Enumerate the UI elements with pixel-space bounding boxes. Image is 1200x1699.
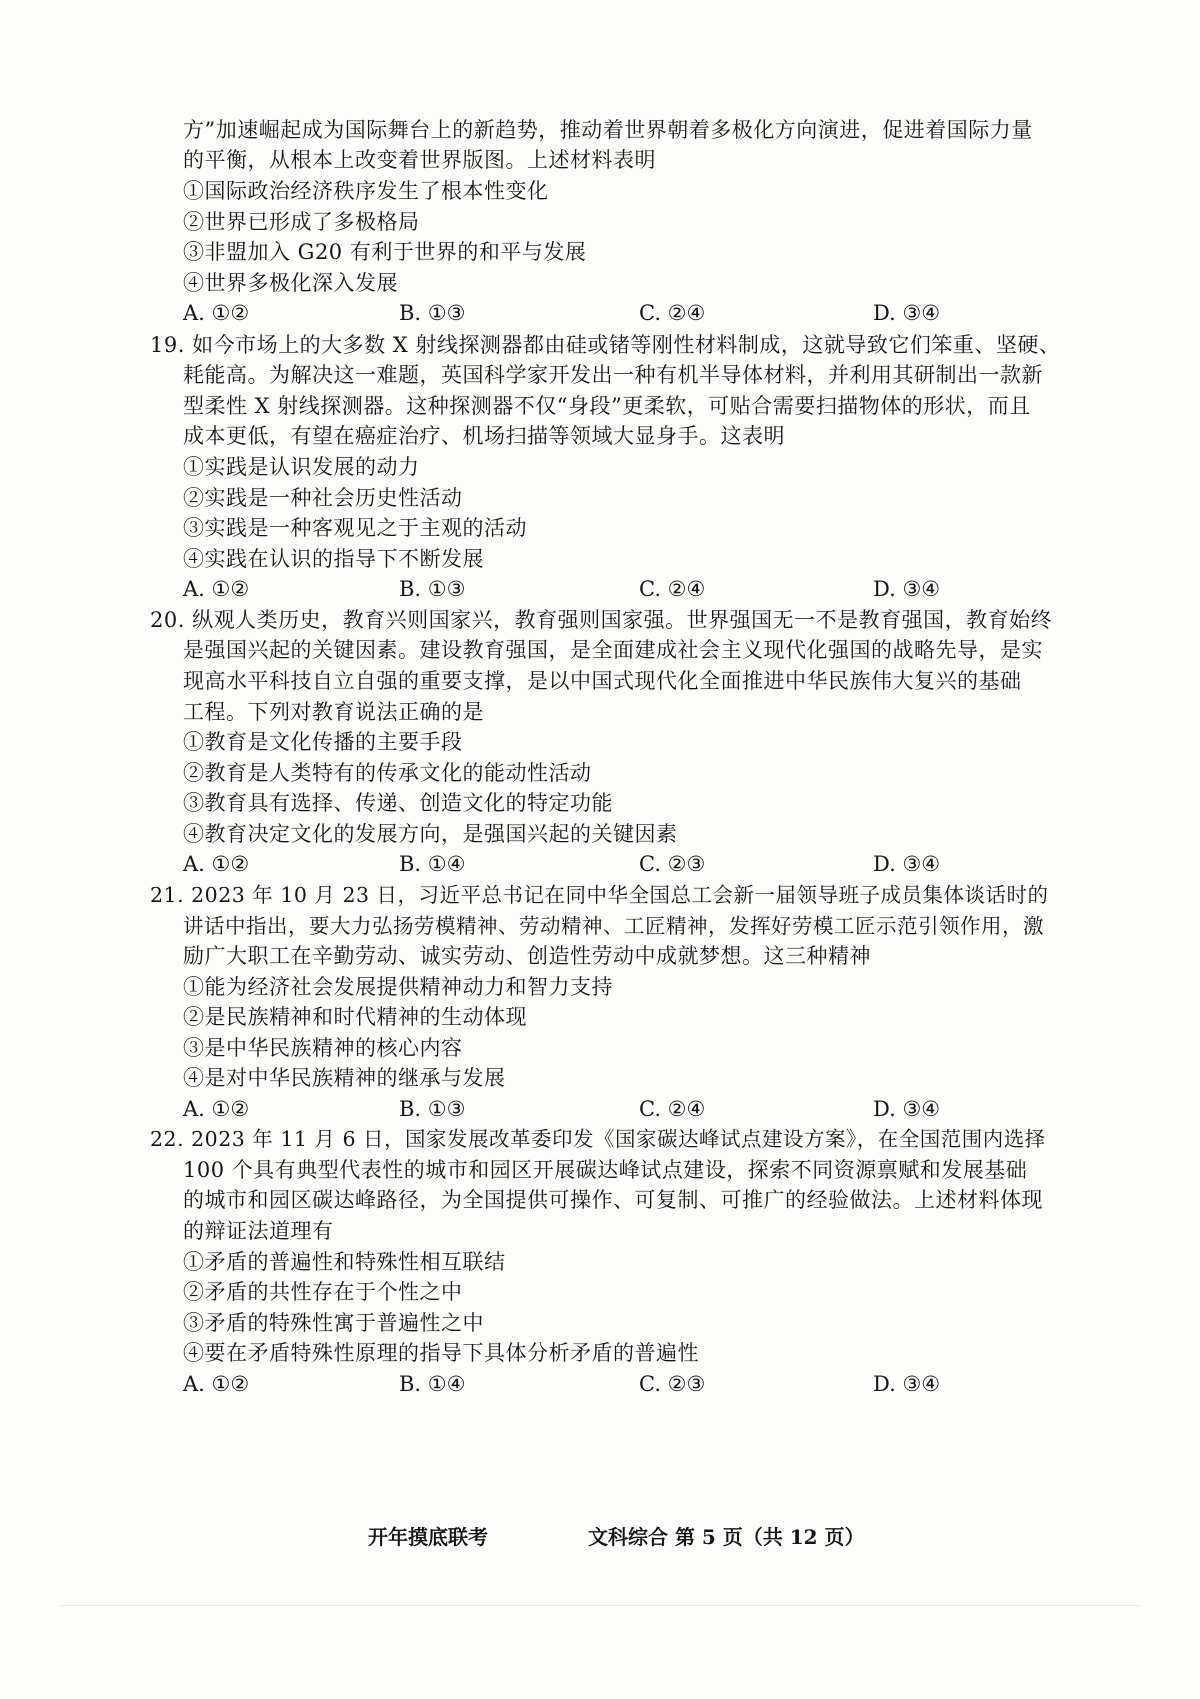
question-text-line: 耗能高。为解决这一难题，英国科学家开发出一种有机半导体材料，并利用其研制出一款新: [183, 363, 1043, 387]
option-d: D. ③④: [873, 577, 941, 601]
page-footer: [0, 1522, 1200, 1552]
question-text-line: 讲话中指出，要大力弘扬劳模精神、劳动精神、工匠精神，发挥好劳模工匠示范引领作用，激: [183, 914, 1044, 938]
statement-4: ④实践在认识的指导下不断发展: [183, 547, 484, 571]
statement-3: ③矛盾的特殊性寓于普遍性之中: [183, 1311, 484, 1335]
statement-2: ②是民族精神和时代精神的生动体现: [183, 1005, 527, 1029]
statement-3: ③非盟加入 G20 有利于世界的和平与发展: [183, 240, 587, 264]
statement-3: ③教育具有选择、传递、创造文化的特定功能: [183, 791, 613, 815]
page-number: 文科综合 第 5 页（共 12 页）: [588, 1525, 865, 1549]
option-c: C. ②④: [639, 577, 706, 601]
option-d: D. ③④: [873, 1097, 941, 1121]
question-text-line: 22. 2023 年 11 月 6 日，国家发展改革委印发《国家碳达峰试点建设方案》，在全国范围内选择: [150, 1127, 1046, 1151]
statement-3: ③是中华民族精神的核心内容: [183, 1036, 463, 1060]
question-text-line: 成本更低，有望在癌症治疗、机场扫描等领域大显身手。这表明: [183, 424, 785, 448]
option-b: B. ①④: [399, 852, 466, 876]
option-d: D. ③④: [873, 852, 941, 876]
option-c: C. ②④: [639, 1097, 706, 1121]
statement-1: ①实践是认识发展的动力: [183, 455, 420, 479]
question-text-line: 20. 纵观人类历史，教育兴则国家兴，教育强则国家强。世界强国无一不是教育强国，教育始终: [150, 608, 1053, 632]
question-text-line: 的城市和园区碳达峰路径，为全国提供可操作、可复制、可推广的经验做法。上述材料体现: [183, 1188, 1043, 1212]
statement-1: ①能为经济社会发展提供精神动力和智力支持: [183, 975, 613, 999]
statement-2: ②世界已形成了多极格局: [183, 210, 420, 234]
question-text-line: 的平衡，从根本上改变着世界版图。上述材料表明: [183, 148, 656, 172]
question-text-line: 工程。下列对教育说法正确的是: [183, 700, 484, 724]
answer-options: [183, 849, 963, 879]
option-b: B. ①③: [399, 301, 466, 325]
question-text-line: 100 个具有典型代表性的城市和园区开展碳达峰试点建设，探索不同资源禀赋和发展基础: [183, 1158, 1028, 1182]
question-text-line: 现高水平科技自立自强的重要支撑，是以中国式现代化全面推进中华民族伟大复兴的基础: [183, 669, 1022, 693]
question-text-line: 21. 2023 年 10 月 23 日，习近平总书记在同中华全国总工会新一届领导班子成员集体谈话时的: [150, 883, 1049, 907]
option-a: A. ①②: [183, 1372, 250, 1396]
option-a: A. ①②: [183, 1097, 250, 1121]
scan-edge-line: [60, 1605, 1140, 1606]
option-c: C. ②③: [639, 852, 706, 876]
statement-2: ②教育是人类特有的传承文化的能动性活动: [183, 761, 592, 785]
exam-name: 开年摸底联考: [368, 1525, 488, 1549]
statement-2: ②实践是一种社会历史性活动: [183, 486, 463, 510]
answer-options: [183, 1369, 963, 1399]
option-b: B. ①④: [399, 1372, 466, 1396]
question-text-line: 是强国兴起的关键因素。建设教育强国，是全面建成社会主义现代化强国的战略先导，是实: [183, 638, 1043, 662]
statement-4: ④要在矛盾特殊性原理的指导下具体分析矛盾的普遍性: [183, 1341, 699, 1365]
option-a: A. ①②: [183, 301, 250, 325]
statement-2: ②矛盾的共性存在于个性之中: [183, 1280, 463, 1304]
question-text-line: 的辩证法道理有: [183, 1219, 334, 1243]
question-text-line: 方”加速崛起成为国际舞台上的新趋势，推动着世界朝着多极化方向演进，促进着国际力量: [183, 118, 1033, 142]
answer-options: [183, 574, 963, 604]
question-text-line: 19. 如今市场上的大多数 X 射线探测器都由硅或锗等刚性材料制成，这就导致它们笨重、坚硬、: [150, 333, 1061, 357]
statement-1: ①矛盾的普遍性和特殊性相互联结: [183, 1250, 506, 1274]
answer-options: [183, 1094, 963, 1124]
option-b: B. ①③: [399, 1097, 466, 1121]
statement-4: ④是对中华民族精神的继承与发展: [183, 1066, 506, 1090]
statement-1: ①国际政治经济秩序发生了根本性变化: [183, 179, 549, 203]
question-text-line: 励广大职工在辛勤劳动、诚实劳动、创造性劳动中成就梦想。这三种精神: [183, 944, 871, 968]
question-text-line: 型柔性 X 射线探测器。这种探测器不仅“身段”更柔软，可贴合需要扫描物体的形状，而且: [183, 394, 1031, 418]
option-b: B. ①③: [399, 577, 466, 601]
option-a: A. ①②: [183, 577, 250, 601]
answer-options: [183, 298, 963, 328]
option-d: D. ③④: [873, 301, 941, 325]
option-c: C. ②④: [639, 301, 706, 325]
option-a: A. ①②: [183, 852, 250, 876]
option-c: C. ②③: [639, 1372, 706, 1396]
statement-4: ④世界多极化深入发展: [183, 271, 398, 295]
statement-3: ③实践是一种客观见之于主观的活动: [183, 516, 527, 540]
statement-1: ①教育是文化传播的主要手段: [183, 730, 463, 754]
statement-4: ④教育决定文化的发展方向，是强国兴起的关键因素: [183, 822, 678, 846]
option-d: D. ③④: [873, 1372, 941, 1396]
